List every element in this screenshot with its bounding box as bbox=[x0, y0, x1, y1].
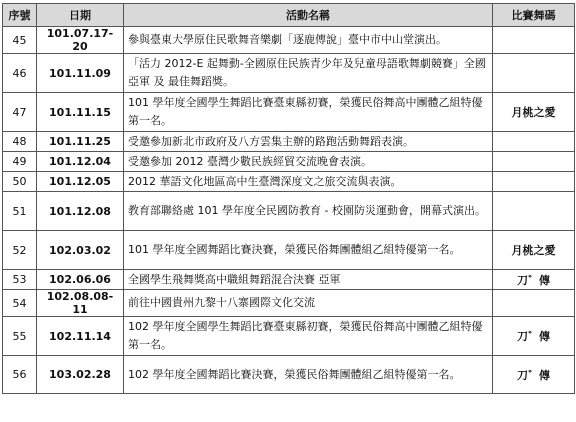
row-dance bbox=[493, 54, 575, 93]
table-row bbox=[3, 231, 575, 270]
table-row bbox=[3, 270, 575, 290]
row-date: 102.03.02 bbox=[37, 231, 124, 270]
row-date: 102.11.14 bbox=[37, 317, 124, 356]
row-no: 45 bbox=[3, 27, 37, 54]
row-no: 48 bbox=[3, 132, 37, 152]
row-dance bbox=[493, 152, 575, 172]
header-date: 日期 bbox=[37, 4, 124, 27]
row-no: 53 bbox=[3, 270, 37, 290]
row-no: 54 bbox=[3, 290, 37, 317]
row-date: 102.08.08-11 bbox=[37, 290, 124, 317]
row-date: 103.02.28 bbox=[37, 356, 124, 394]
row-dance bbox=[493, 192, 575, 231]
table-row bbox=[3, 290, 575, 317]
row-activity: 102 學年度全國舞蹈比賽決賽，榮獲民俗舞團體組乙組特優第一名。 bbox=[124, 356, 493, 394]
row-activity: 受邀參加新北市政府及八方雲集主辦的路跑活動舞蹈表演。 bbox=[124, 132, 493, 152]
row-date: 101.07.17-20 bbox=[37, 27, 124, 54]
row-dance: 月桃之愛 bbox=[493, 231, 575, 270]
table-row bbox=[3, 152, 575, 172]
row-activity: 101 學年度全國學生舞蹈比賽臺東縣初賽，榮獲民俗舞高中團體乙組特優第一名。 bbox=[124, 93, 493, 132]
row-date: 102.06.06 bbox=[37, 270, 124, 290]
table-row bbox=[3, 93, 575, 132]
row-dance: 刀゛傳 bbox=[493, 356, 575, 394]
table-row bbox=[3, 356, 575, 394]
table-header-row bbox=[3, 4, 575, 27]
row-dance bbox=[493, 290, 575, 317]
row-date: 101.11.15 bbox=[37, 93, 124, 132]
row-activity: 前往中國貴州九黎十八寨國際文化交流 bbox=[124, 290, 493, 317]
row-dance: 刀゛傳 bbox=[493, 317, 575, 356]
row-date: 101.12.05 bbox=[37, 172, 124, 192]
table-row bbox=[3, 317, 575, 356]
row-date: 101.11.25 bbox=[37, 132, 124, 152]
row-activity: 參與臺東大學原住民歌舞音樂劇「逐鹿傳說」臺中市中山堂演出。 bbox=[124, 27, 493, 54]
row-no: 47 bbox=[3, 93, 37, 132]
header-dance: 比賽舞碼 bbox=[493, 4, 575, 27]
table-row bbox=[3, 27, 575, 54]
activity-table bbox=[2, 3, 575, 394]
row-dance: 刀゛傳 bbox=[493, 270, 575, 290]
row-no: 52 bbox=[3, 231, 37, 270]
row-dance bbox=[493, 132, 575, 152]
table-row bbox=[3, 54, 575, 93]
row-activity: 全國學生飛舞獎高中職組舞蹈混合決賽 亞軍 bbox=[124, 270, 493, 290]
activity-table-wrapper bbox=[2, 3, 575, 394]
row-date: 101.11.09 bbox=[37, 54, 124, 93]
row-activity: 2012 華語文化地區高中生臺灣深度文之旅交流與表演。 bbox=[124, 172, 493, 192]
row-activity: 教育部聯絡處 101 學年度全民國防教育 - 校園防災運動會，開幕式演出。 bbox=[124, 192, 493, 231]
row-activity: 102 學年度全國學生舞蹈比賽臺東縣初賽，榮獲民俗舞高中團體乙組特優第一名。 bbox=[124, 317, 493, 356]
row-no: 51 bbox=[3, 192, 37, 231]
table-row bbox=[3, 172, 575, 192]
row-no: 50 bbox=[3, 172, 37, 192]
row-no: 56 bbox=[3, 356, 37, 394]
header-activity: 活動名稱 bbox=[124, 4, 493, 27]
row-dance bbox=[493, 27, 575, 54]
row-dance: 月桃之愛 bbox=[493, 93, 575, 132]
table-row bbox=[3, 192, 575, 231]
header-no: 序號 bbox=[3, 4, 37, 27]
row-no: 46 bbox=[3, 54, 37, 93]
row-dance bbox=[493, 172, 575, 192]
table-row bbox=[3, 132, 575, 152]
row-activity: 「活力 2012-E 起舞動-全國原住民族青少年及兒童母語歌舞劇競賽」全國 亞軍 及 最佳舞蹈獎。 bbox=[124, 54, 493, 93]
row-no: 49 bbox=[3, 152, 37, 172]
row-date: 101.12.08 bbox=[37, 192, 124, 231]
row-activity: 101 學年度全國舞蹈比賽決賽，榮獲民俗舞團體組乙組特優第一名。 bbox=[124, 231, 493, 270]
row-date: 101.12.04 bbox=[37, 152, 124, 172]
row-no: 55 bbox=[3, 317, 37, 356]
row-activity: 受邀參加 2012 臺灣少數民族經貿交流晚會表演。 bbox=[124, 152, 493, 172]
